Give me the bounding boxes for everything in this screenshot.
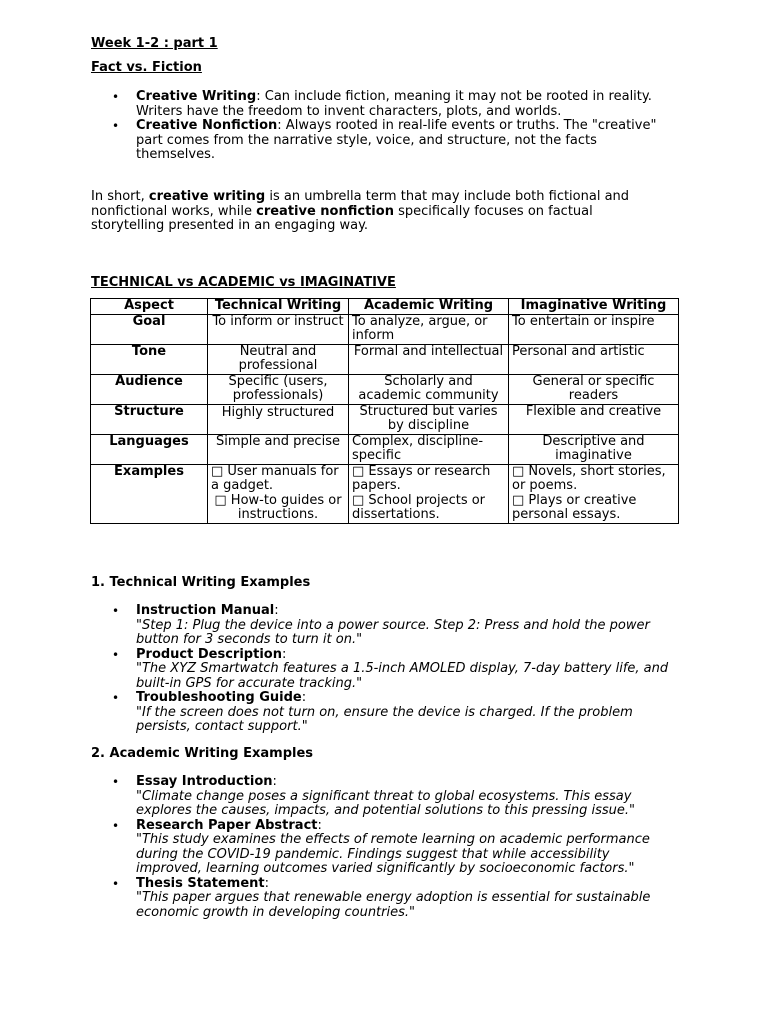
imaginative-cell: Flexible and creative	[509, 404, 679, 434]
section-fact-fiction-title: Fact vs. Fiction	[91, 60, 202, 75]
list-item: • Research Paper Abstract: "This study examines the effects of remote learning on academic performance during the COVID-19 pandemic. Findings suggest that while accessibility improved, learning outcomes varied significantly by socioeconomic factors."	[91, 819, 676, 877]
technical-examples-title: 1. Technical Writing Examples	[91, 575, 311, 590]
example-quote: "This paper argues that renewable energy adoption is essential for sustainable economic growth in developing countries."	[136, 890, 651, 920]
list-item: • Instruction Manual: "Step 1: Plug the device into a power source. Step 2: Press and hold the power button for 3 seconds to turn it on."	[91, 604, 676, 648]
table-row	[91, 314, 679, 344]
list-item: • Product Description: "The XYZ Smartwatch features a 1.5-inch AMOLED display, 7-day battery life, and built-in GPS for accurate tracking."	[91, 648, 676, 692]
aspect-cell: Audience	[91, 374, 208, 404]
example-item: □ How-to guides or instructions.	[214, 492, 342, 522]
bullet-text: : Always rooted in real-life events or truths. The "creative" part comes from the narrative style, voice, and structure, not the facts themselves.	[136, 118, 657, 162]
example-quote: "Climate change poses a significant threat to global ecosystems. This essay explores the causes, impacts, and potential solutions to this pressing issue."	[136, 788, 636, 818]
example-term: Thesis Statement	[136, 875, 265, 891]
aspect-cell: Goal	[91, 314, 208, 344]
table-row	[91, 344, 679, 374]
table-row-examples	[91, 464, 679, 523]
section-comparison-title: TECHNICAL vs ACADEMIC vs IMAGINATIVE	[91, 275, 396, 290]
summary-text: is an umbrella term that may include both fictional and nonfictional works, while	[91, 189, 630, 219]
academic-cell: Scholarly and academic community	[349, 374, 509, 404]
list-item	[91, 119, 671, 163]
aspect-cell: Examples	[91, 464, 208, 523]
academic-cell: To analyze, argue, or inform	[349, 314, 509, 344]
imaginative-examples-cell	[509, 464, 679, 523]
bullet-term: Creative Writing	[136, 89, 257, 104]
technical-examples-list	[91, 604, 676, 735]
imaginative-cell: To entertain or inspire	[509, 314, 679, 344]
example-quote: "Step 1: Plug the device into a power source. Step 2: Press and hold the power button for 3 seconds to turn it on."	[136, 617, 650, 647]
academic-cell: Formal and intellectual	[349, 344, 509, 374]
list-item	[91, 90, 671, 119]
example-quote: "The XYZ Smartwatch features a 1.5-inch AMOLED display, 7-day battery life, and built-in GPS for accurate tracking."	[136, 661, 669, 691]
technical-cell: Specific (users, professionals)	[208, 374, 349, 404]
summary-paragraph	[91, 190, 641, 234]
list-item: • Troubleshooting Guide: "If the screen does not turn on, ensure the device is charged. If the problem persists, contact support."	[91, 691, 676, 735]
summary-text: specifically focuses on factual storytelling presented in an engaging way.	[91, 203, 593, 233]
example-quote: "If the screen does not turn on, ensure the device is charged. If the problem persists, contact support."	[136, 704, 633, 734]
technical-cell: Neutral and professional	[208, 344, 349, 374]
aspect-cell: Languages	[91, 434, 208, 464]
example-item: □ Plays or creative personal essays.	[512, 492, 637, 522]
table-header-row	[91, 299, 679, 315]
list-item: • Essay Introduction: "Climate change poses a significant threat to global ecosystems. This essay explores the causes, impacts, and potential solutions to this pressing issue."	[91, 775, 676, 819]
header-academic: Academic Writing	[349, 299, 509, 315]
technical-cell: To inform or instruct	[208, 314, 349, 344]
technical-examples-cell	[208, 464, 349, 523]
academic-examples-list	[91, 775, 676, 920]
summary-bold: creative writing	[148, 189, 266, 204]
example-item: □ User manuals for a gadget.	[211, 463, 339, 493]
imaginative-cell: Descriptive and imaginative	[509, 434, 679, 464]
header-imaginative: Imaginative Writing	[509, 299, 679, 315]
academic-cell: Structured but varies by discipline	[349, 404, 509, 434]
technical-cell: Simple and precise	[208, 434, 349, 464]
example-item: □ Essays or research papers.	[352, 463, 491, 493]
table-row	[91, 434, 679, 464]
week-title: Week 1-2 : part 1	[91, 36, 218, 51]
academic-examples-cell	[349, 464, 509, 523]
table-row	[91, 374, 679, 404]
bullet-term: Creative Nonfiction	[136, 118, 278, 133]
academic-examples-title: 2. Academic Writing Examples	[91, 746, 314, 761]
example-term: Troubleshooting Guide	[136, 690, 302, 705]
example-term: Essay Introduction	[136, 774, 273, 789]
example-term: Instruction Manual	[136, 603, 275, 618]
example-item: □ Novels, short stories, or poems.	[512, 463, 666, 493]
example-term: Research Paper Abstract	[136, 817, 318, 833]
header-aspect: Aspect	[91, 299, 208, 315]
imaginative-cell: General or specific readers	[509, 374, 679, 404]
aspect-cell: Tone	[91, 344, 208, 374]
summary-text: In short,	[91, 189, 149, 204]
technical-cell: Highly structured	[208, 404, 349, 434]
example-term: Product Description	[136, 646, 282, 662]
aspect-cell: Structure	[91, 404, 208, 434]
list-item: • Thesis Statement: "This paper argues that renewable energy adoption is essential for sustainable economic growth in developing countries."	[91, 877, 676, 921]
summary-bold: creative nonfiction	[256, 203, 394, 219]
table-row	[91, 404, 679, 434]
bullet-text: : Can include fiction, meaning it may not be rooted in reality. Writers have the freedom to invent characters, plots, and worlds.	[136, 89, 652, 119]
header-technical: Technical Writing	[208, 299, 349, 315]
example-item: □ School projects or dissertations.	[352, 492, 486, 522]
fact-fiction-list	[91, 90, 671, 163]
example-quote: "This study examines the effects of remote learning on academic performance during the COVID-19 pandemic. Findings suggest that while accessibility improved, learning outcomes varied significantly by socioeconomic factors."	[136, 832, 650, 876]
academic-cell: Complex, discipline-specific	[349, 434, 509, 464]
imaginative-cell: Personal and artistic	[509, 344, 679, 374]
comparison-table	[90, 298, 679, 524]
